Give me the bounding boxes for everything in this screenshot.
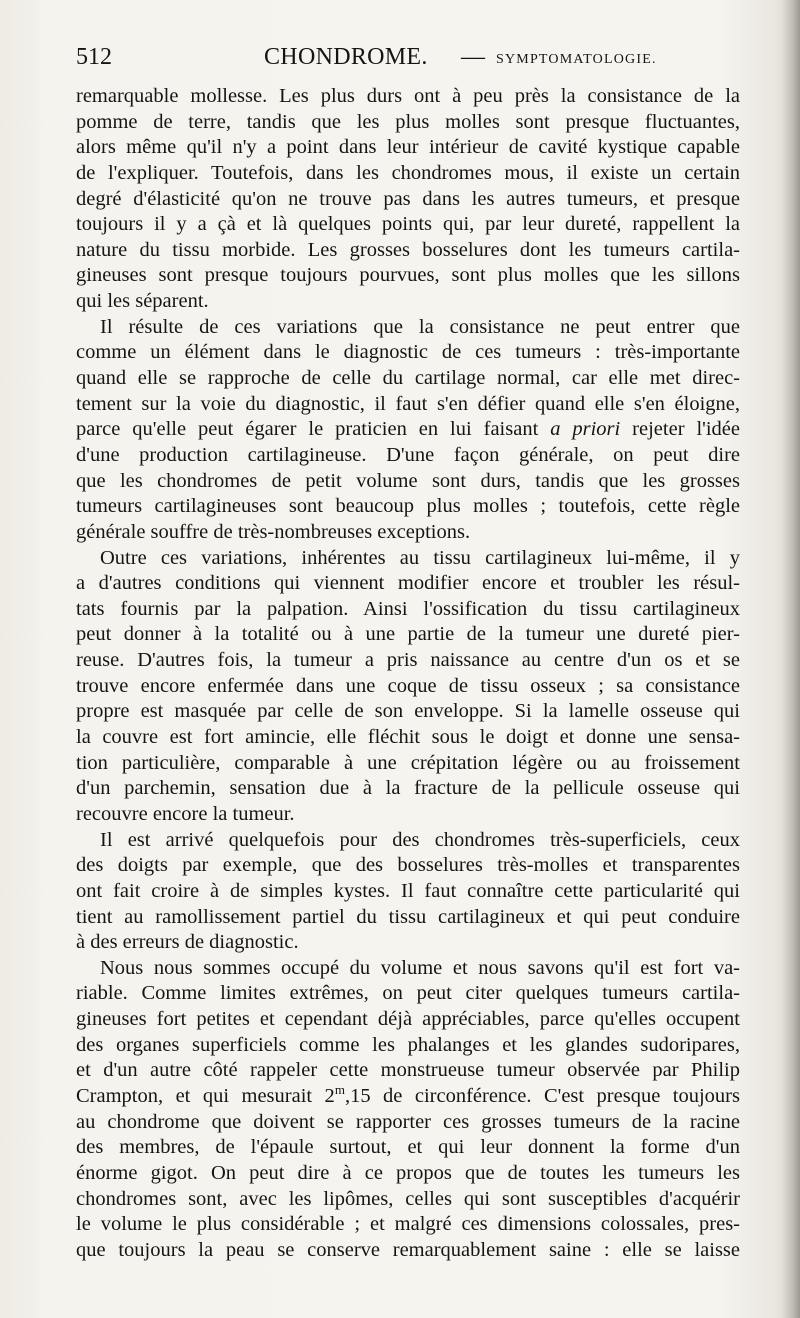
- running-subtitle: SYMPTOMATOLOGIE.: [496, 52, 657, 67]
- text-line: Il est arrivé quelquefois pour des chondromes très-superficiels, ceux: [100, 828, 740, 851]
- text-line: qui les séparent.: [76, 290, 209, 313]
- text-line: tion particulière, comparable à une crépitation légère ou au froissement: [76, 751, 740, 774]
- text-line: d'un parchemin, sensation due à la fracture de la pellicule osseuse qui: [76, 777, 740, 800]
- text-line: propre est masquée par celle de son enveloppe. Si la lamelle osseuse qui: [76, 700, 740, 723]
- text-line: tats fournis par la palpation. Ainsi l'ossification du tissu cartilagineux: [76, 597, 740, 620]
- text-line: ont fait croire à de simples kystes. Il faut connaître cette particularité qui: [76, 879, 740, 902]
- text-line: de l'expliquer. Toutefois, dans les chondromes mous, il existe un certain: [76, 161, 740, 184]
- text-line: a d'autres conditions qui viennent modifier encore et troubler les résul-: [76, 572, 740, 595]
- text-line: énorme gigot. On peut dire à ce propos que de toutes les tumeurs les: [76, 1161, 740, 1184]
- text-line: riable. Comme limites extrêmes, on peut citer quelques tumeurs cartila-: [76, 982, 740, 1005]
- paragraph: [76, 828, 740, 956]
- text-line: à des erreurs de diagnostic.: [76, 931, 299, 954]
- text-line: que les chondromes de petit volume sont durs, tandis que les grosses: [76, 469, 740, 492]
- text-line: peut donner à la totalité ou à une partie de la tumeur une dureté pier-: [76, 623, 740, 646]
- running-title: CHONDROME.: [264, 44, 428, 70]
- text-line: et d'un autre côté rappeler cette monstrueuse tumeur observée par Philip: [76, 1059, 740, 1082]
- text-line: alors même qu'il n'y a point dans leur intérieur de cavité kystique capable: [76, 136, 740, 159]
- text-line: Outre ces variations, inhérentes au tissu cartilagineux lui-même, il y: [100, 546, 740, 569]
- text-line: Crampton, et qui mesurait 2$^m$,15 de circonférence. C'est presque toujours: [76, 1083, 740, 1107]
- text-line: des doigts par exemple, que des bosselures très-molles et transparentes: [76, 854, 740, 877]
- text-line: comme un élément dans le diagnostic de ces tumeurs : très-importante: [76, 341, 740, 364]
- paragraph: [76, 84, 740, 315]
- text-line: d'une production cartilagineuse. D'une façon générale, on peut dire: [76, 443, 740, 466]
- text-line: le volume le plus considérable ; et malgré ces dimensions colossales, pres-: [76, 1213, 740, 1236]
- text-line: parce qu'elle peut égarer le praticien en lui faisant a priori rejeter l'idée: [76, 418, 740, 441]
- page-edge-shadow: [782, 0, 800, 1318]
- text-line: gineuses sont presque toujours pourvues, sont plus molles que les sillons: [76, 264, 740, 287]
- text-line: Nous nous sommes occupé du volume et nous savons qu'il est fort va-: [100, 956, 740, 979]
- paragraph: [76, 956, 740, 1264]
- text-line: tement sur la voie du diagnostic, il faut s'en défier quand elle s'en éloigne,: [76, 392, 740, 415]
- text-line: générale souffre de très-nombreuses exceptions.: [76, 520, 471, 543]
- text-line: chondromes sont, avec les lipômes, celles qui sont susceptibles d'acquérir: [76, 1187, 740, 1210]
- text-line: trouve encore enfermée dans une coque de tissu osseux ; sa consistance: [76, 674, 740, 697]
- text-line: des organes superficiels comme les phalanges et les glandes sudoripares,: [76, 1033, 740, 1056]
- title-dash: —: [461, 44, 485, 70]
- text-line: que toujours la peau se conserve remarquablement saine : elle se laisse: [76, 1238, 740, 1261]
- paragraph: [76, 546, 740, 828]
- paragraph: [76, 315, 740, 546]
- text-line: pomme de terre, tandis que les plus molles sont presque fluctuantes,: [76, 110, 740, 133]
- text-line: gineuses fort petites et cependant déjà appréciables, parce qu'elles occupent: [76, 1008, 740, 1031]
- text-line: recouvre encore la tumeur.: [76, 802, 295, 825]
- text-line: la couvre est fort amincie, elle fléchit sous le doigt et donne une sensa-: [76, 726, 740, 749]
- text-line: degré d'élasticité qu'on ne trouve pas dans les autres tumeurs, et presque: [76, 187, 740, 210]
- text-line: des membres, de l'épaule surtout, et qui leur donnent la forme d'un: [76, 1136, 740, 1159]
- text-line: reuse. D'autres fois, la tumeur a pris naissance au centre d'un os et se: [76, 649, 740, 672]
- text-line: Il résulte de ces variations que la consistance ne peut entrer que: [100, 315, 740, 338]
- text-line: tumeurs cartilagineuses sont beaucoup plus molles ; toutefois, cette règle: [76, 495, 740, 518]
- page-number: 512: [76, 44, 112, 70]
- body-text: [76, 84, 740, 1263]
- text-line: nature du tissu morbide. Les grosses bosselures dont les tumeurs cartila-: [76, 238, 740, 261]
- running-header: [76, 44, 740, 78]
- text-line: toujours il y a çà et là quelques points qui, par leur dureté, rappellent la: [76, 213, 740, 236]
- text-line: remarquable mollesse. Les plus durs ont à peu près la consistance de la: [76, 85, 740, 107]
- text-line: au chondrome que doivent se rapporter ces grosses tumeurs de la racine: [76, 1110, 740, 1133]
- text-line: tient au ramollissement partiel du tissu cartilagineux et qui peut conduire: [76, 905, 740, 928]
- text-line: quand elle se rapproche de celle du cartilage normal, car elle met direc-: [76, 367, 740, 390]
